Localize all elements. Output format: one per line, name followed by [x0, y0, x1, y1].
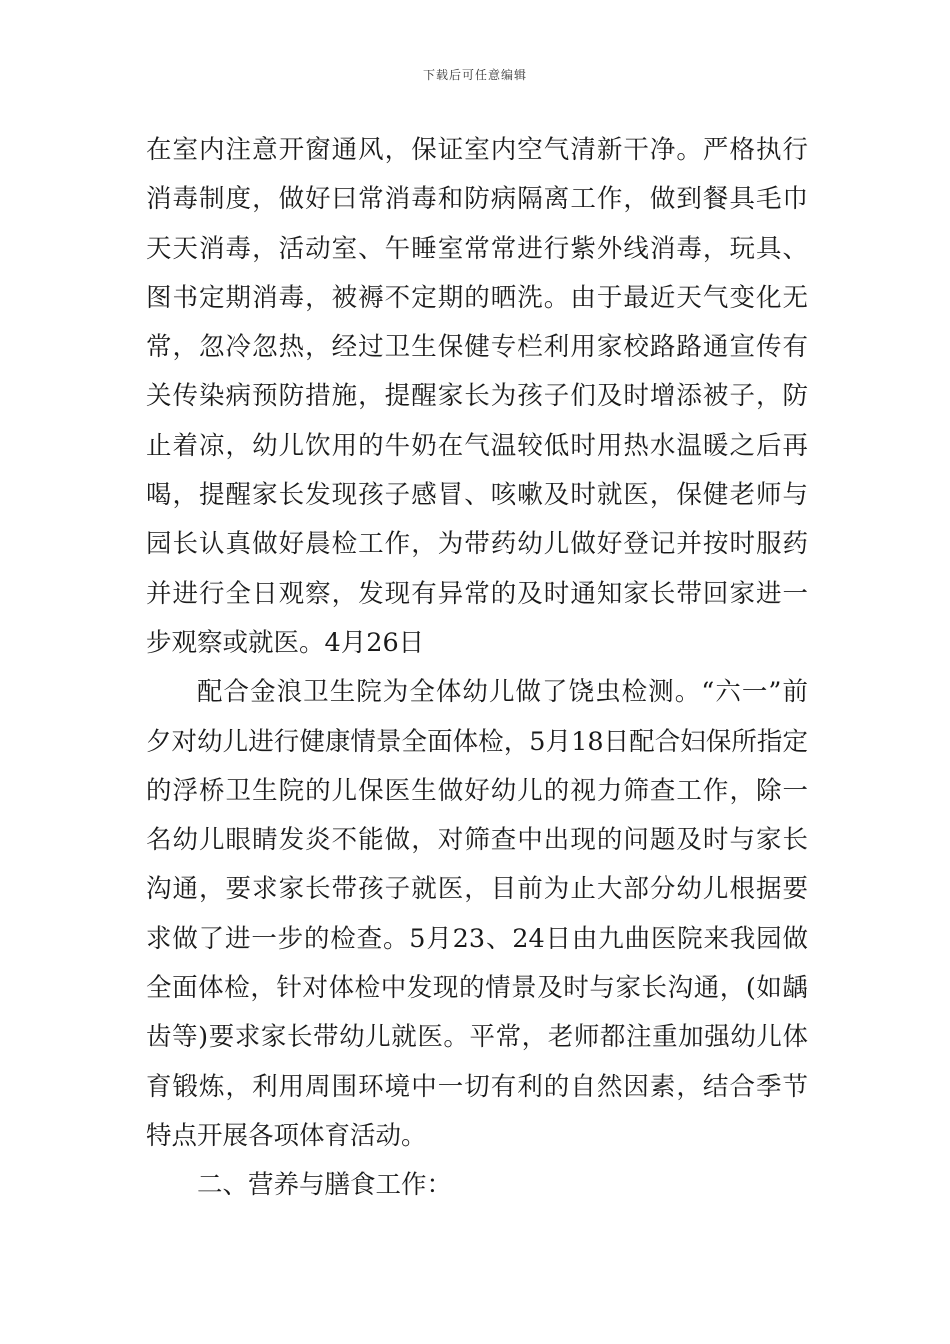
page-header: 下载后可任意编辑 [422, 68, 527, 82]
paragraph-health-checks: 配合金浪卫生院为全体幼儿做了饶虫检测。“六一”前夕对幼儿进行健康情景全面体检，5月18日配合妇保所指定的浮桥卫生院的儿保医生做好幼儿的视力筛查工作，除一名幼儿眼睛发炎不能做，对筛查中出现的问题及时与家长沟通，要求家长带孩子就医，目前为止大部分幼儿根据要求做了进一步的检查。5月23、24日由九曲医院来我园做全面体检，针对体检中发现的情景及时与家长沟通，(如龋齿等)要求家长带幼儿就医。平常，老师都注重加强幼儿体育锻炼，利用周围环境中一切有利的自然因素，结合季节特点开展各项体育活动。 [146, 677, 808, 1151]
document-body [146, 126, 808, 1211]
paragraph-hygiene: 在室内注意开窗通风，保证室内空气清新干净。严格执行消毒制度，做好曰常消毒和防病隔离工作，做到餐具毛巾天天消毒，活动室、午睡室常常进行紫外线消毒，玩具、图书定期消毒，被褥不定期的晒洗。由于最近天气变化无常，忽冷忽热，经过卫生保健专栏利用家校路路通宣传有关传染病预防措施，提醒家长为孩子们及时增添被子，防止着凉，幼儿饮用的牛奶在气温较低时用热水温暖之后再喝，提醒家长发现孩子感冒、咳嗽及时就医，保健老师与园长认真做好晨检工作，为带药幼儿做好登记并按时服药并进行全日观察，发现有异常的及时通知家长带回家进一步观察或就医。4月26日 [146, 135, 808, 658]
section-heading-nutrition: 二、营养与膳食工作： [197, 1170, 453, 1201]
